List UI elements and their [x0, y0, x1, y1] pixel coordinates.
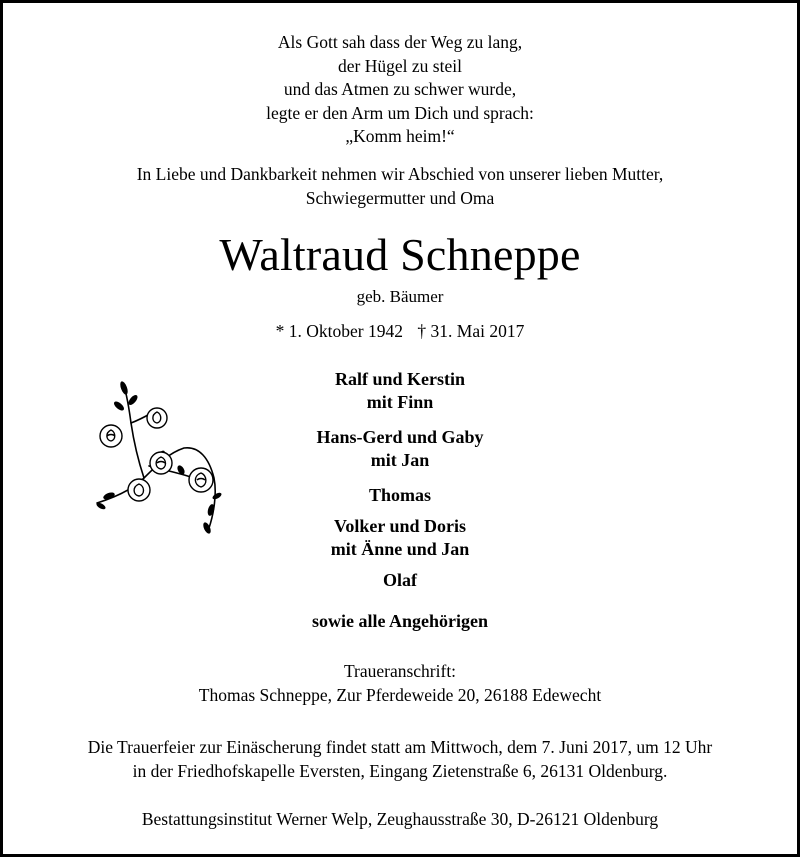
family-group	[3, 426, 797, 472]
family-list	[3, 368, 797, 604]
poem-line: Als Gott sah dass der Weg zu lang,	[277, 32, 523, 52]
intro-line: Schwiegermutter und Oma	[305, 187, 495, 208]
poem-line: „Komm heim!“	[345, 126, 455, 146]
deceased-name: Waltraud Schneppe	[219, 229, 581, 280]
family-members: Olaf	[383, 570, 417, 590]
family-children: mit Finn	[366, 392, 434, 412]
family-group	[3, 368, 797, 414]
ceremony-line: in der Friedhofskapelle Eversten, Eingang Zietenstraße 6, 26131 Oldenburg.	[132, 760, 668, 781]
family-members: Thomas	[368, 485, 431, 505]
mourning-address	[3, 660, 797, 707]
family-members: Ralf und Kerstin	[334, 369, 466, 389]
death-date: † 31. Mai 2017	[417, 321, 525, 341]
poem-line: legte er den Arm um Dich und sprach:	[266, 102, 534, 123]
address-label: Traueranschrift:	[343, 661, 457, 681]
family-children: mit Jan	[370, 450, 430, 470]
ceremony-info	[3, 736, 797, 783]
family-group	[3, 484, 797, 507]
ceremony-line: Die Trauerfeier zur Einäscherung findet statt am Mittwoch, dem 7. Juni 2017, um 12 Uhr	[87, 737, 713, 757]
farewell-intro	[3, 163, 797, 210]
maiden-name: geb. Bäumer	[356, 287, 444, 306]
family-members: Hans-Gerd und Gaby	[316, 427, 484, 447]
poem-line: und das Atmen zu schwer wurde,	[283, 79, 517, 99]
poem	[3, 31, 797, 149]
address-value: Thomas Schneppe, Zur Pferdeweide 20, 26188 Edewecht	[198, 684, 602, 705]
family-group	[3, 569, 797, 592]
family-children: mit Änne und Jan	[330, 539, 470, 559]
family-members: Volker und Doris	[333, 516, 467, 536]
life-dates	[3, 320, 797, 342]
relatives-line: sowie alle Angehörigen	[312, 611, 488, 631]
family-group	[3, 515, 797, 561]
undertaker-info: Bestattungsinstitut Werner Welp, Zeughausstraße 30, D-26121 Oldenburg	[141, 809, 659, 829]
intro-line: In Liebe und Dankbarkeit nehmen wir Abschied von unserer lieben Mutter,	[136, 164, 664, 184]
poem-line: der Hügel zu steil	[338, 55, 462, 76]
birth-date: * 1. Oktober 1942	[275, 321, 404, 341]
